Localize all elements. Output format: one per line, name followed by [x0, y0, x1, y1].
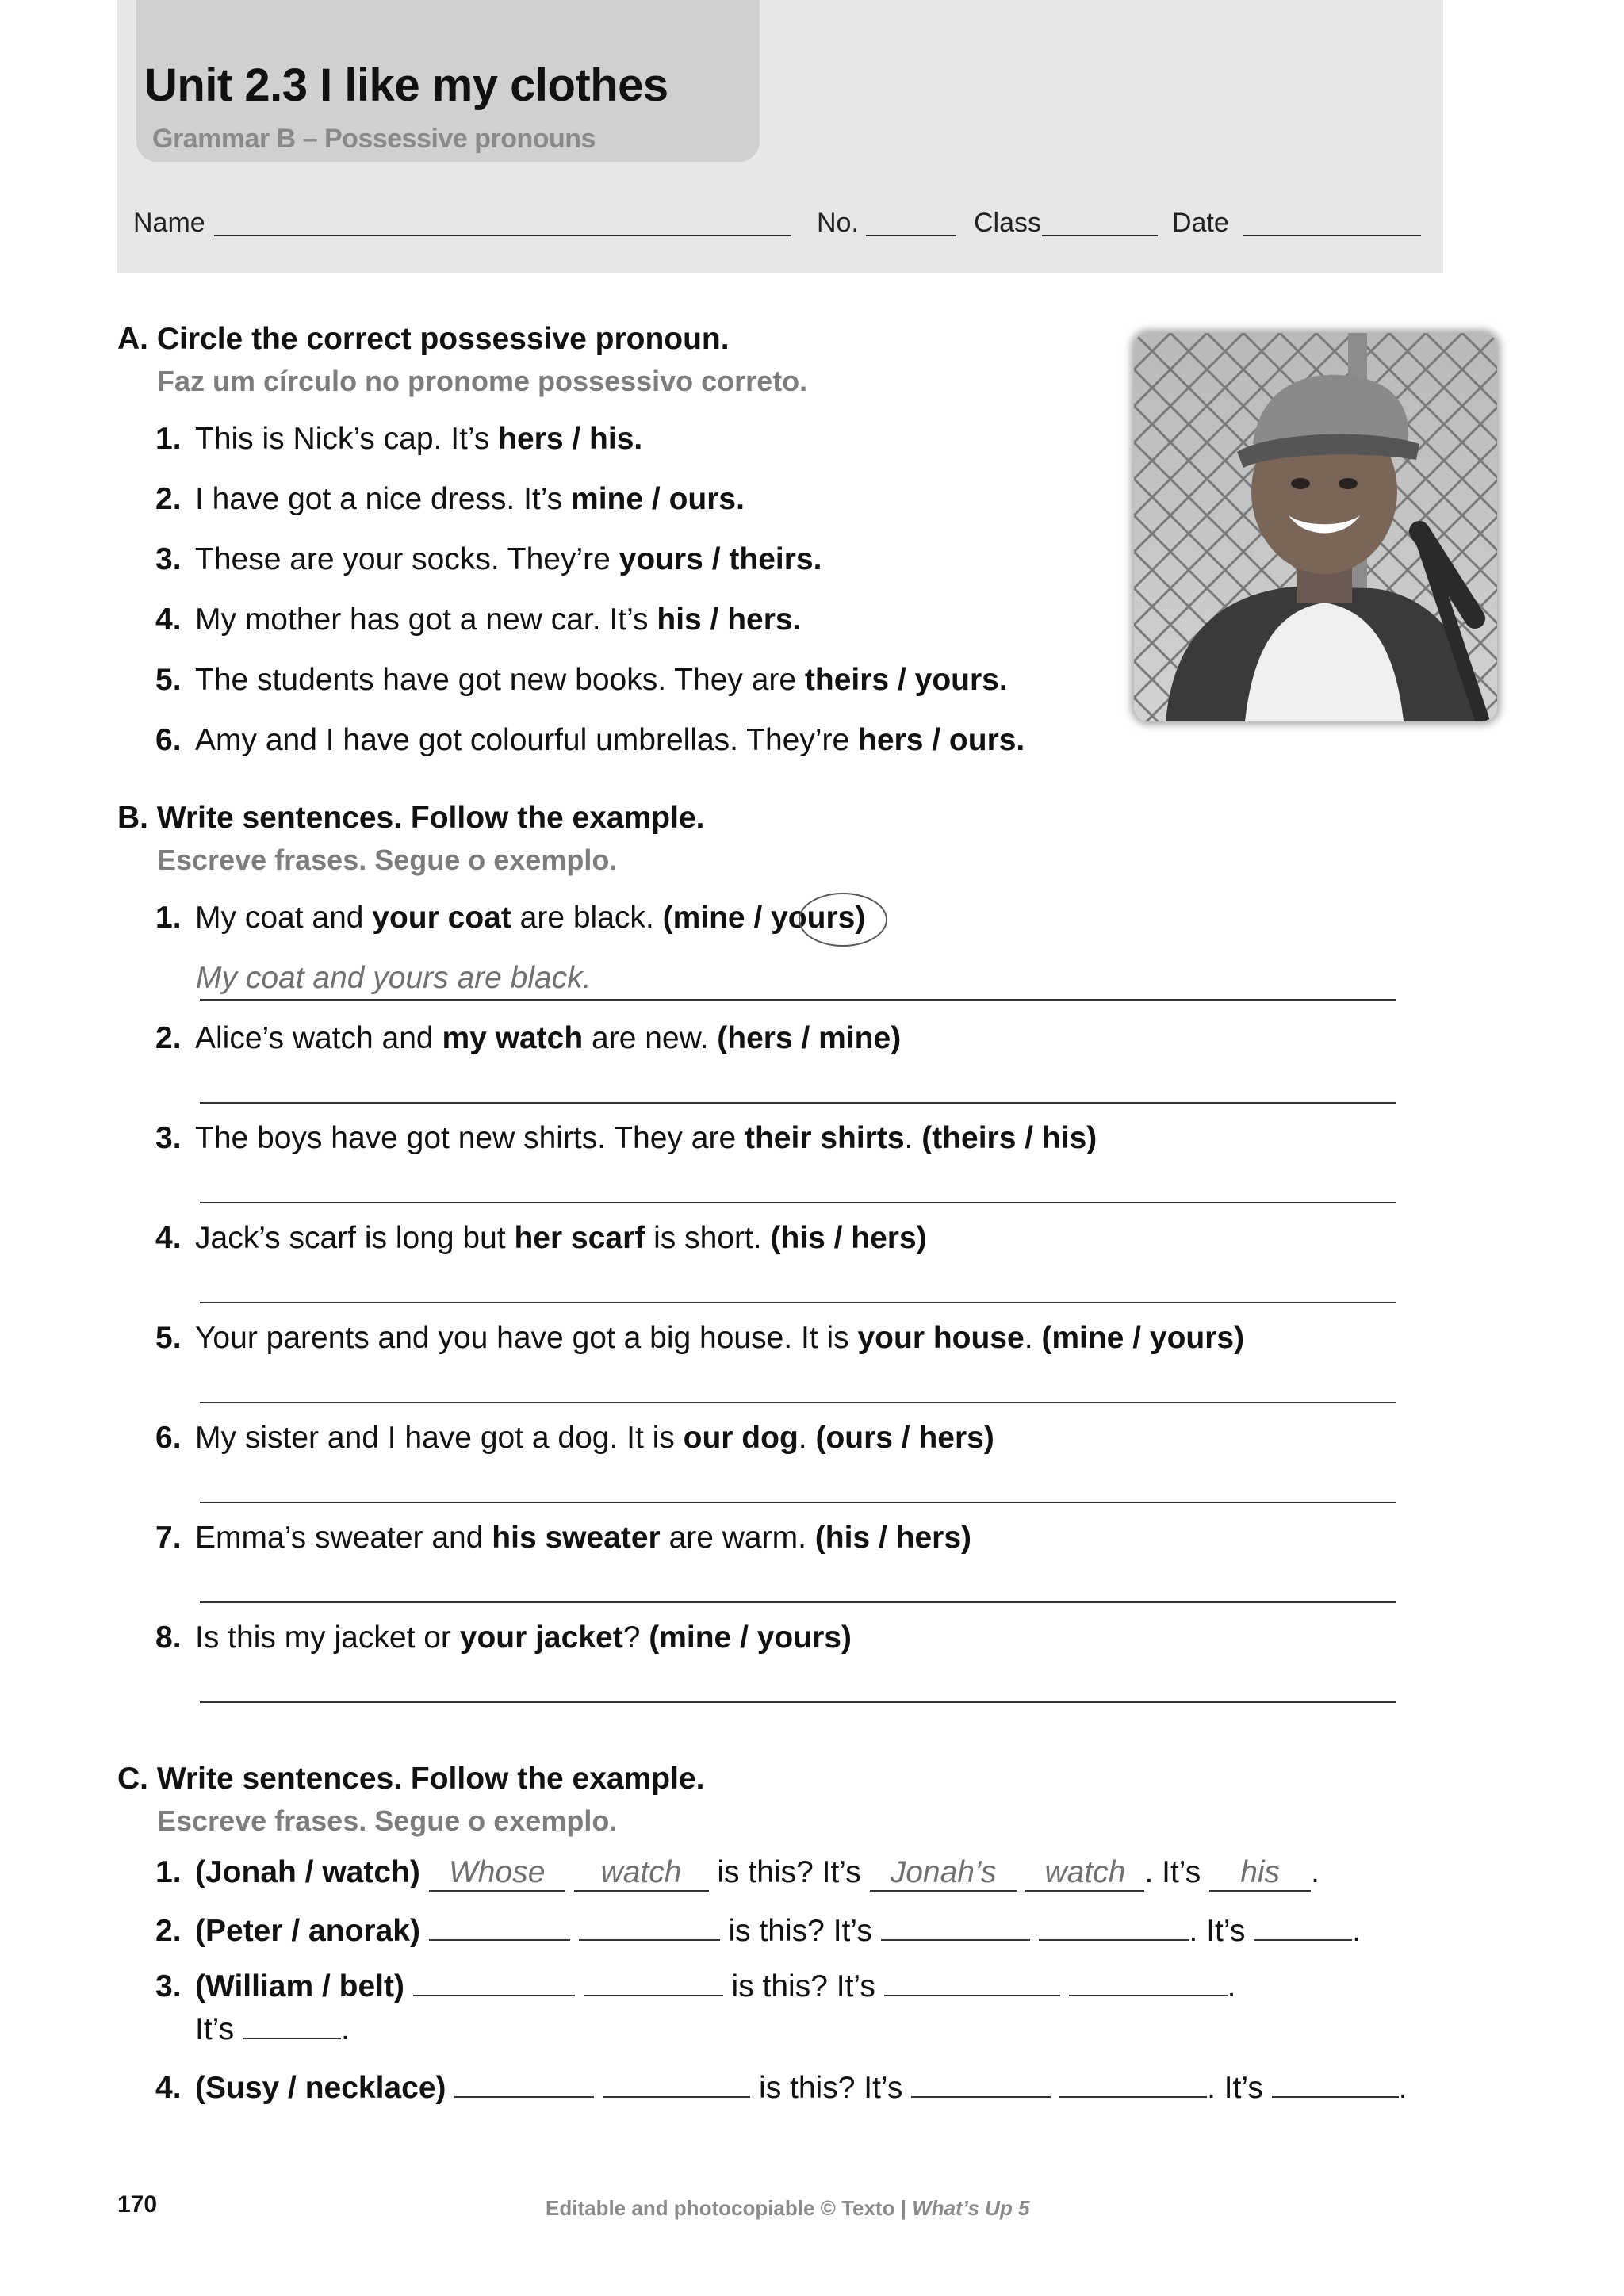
date-label: Date — [1172, 208, 1229, 238]
page-title: Unit 2.3 I like my clothes — [144, 59, 668, 111]
name-field[interactable] — [214, 235, 791, 236]
item-number: 3. — [155, 1121, 182, 1155]
item-text: Emma’s sweater and — [195, 1521, 492, 1555]
number-field[interactable] — [866, 235, 956, 236]
choice-options[interactable]: yours / theirs. — [619, 542, 822, 576]
choice-options[interactable]: (ours / hers) — [815, 1421, 994, 1455]
example-answer: My coat and yours are black. — [196, 961, 592, 995]
item-number: 6. — [155, 723, 182, 757]
item-text-end: . — [1024, 1321, 1042, 1355]
choice-options[interactable]: (hers / mine) — [717, 1021, 902, 1055]
choice-options[interactable]: hers / his. — [498, 422, 643, 456]
section-b-item-2 — [155, 1021, 901, 1056]
answer-line-7[interactable] — [200, 1601, 1396, 1603]
section-a-subtitle: Faz um círculo no pronome possessivo correto. — [157, 365, 808, 397]
is-this-text: is this? — [731, 1969, 828, 2003]
class-field[interactable] — [1042, 235, 1158, 236]
item-prompt: (Peter / anorak) — [195, 1914, 420, 1948]
item-bold-phrase: their shirts — [744, 1121, 905, 1155]
answer-line-4[interactable] — [200, 1302, 1396, 1303]
item-bold-phrase: my watch — [442, 1021, 584, 1055]
section-c-item-3-cont — [195, 2011, 350, 2047]
section-b-subtitle: Escreve frases. Segue o exemplo. — [157, 844, 618, 876]
item-number: 4. — [155, 603, 182, 637]
section-a-item-2 — [155, 482, 745, 517]
answer-owner[interactable]: Jonah’s — [870, 1855, 1017, 1892]
section-a-title: A. Circle the correct possessive pronoun. — [117, 322, 730, 356]
period: . — [1207, 2071, 1216, 2105]
section-b-item-8 — [155, 1621, 852, 1655]
is-this-text: is this? — [717, 1855, 814, 1889]
section-c-item-4 — [155, 2069, 1408, 2106]
item-bold-phrase: his sweater — [492, 1521, 661, 1555]
choice-options[interactable]: theirs / yours. — [804, 663, 1008, 697]
answer-pronoun[interactable]: his — [1209, 1855, 1311, 1892]
its-text: It’s — [833, 1914, 872, 1948]
page-number: 170 — [117, 2191, 158, 2218]
section-a-item-1 — [155, 422, 642, 457]
item-text: Is this my jacket or — [195, 1621, 460, 1655]
item-number: 4. — [155, 1221, 182, 1255]
period: . — [1227, 1969, 1236, 2003]
item-number: 2. — [155, 1021, 182, 1055]
its-text: It’s — [1224, 2071, 1263, 2105]
answer-blank[interactable] — [911, 2069, 1051, 2098]
item-text-end: are black. — [511, 901, 663, 935]
item-number: 1. — [155, 422, 182, 456]
item-text-end: . — [798, 1421, 816, 1455]
item-text: My mother has got a new car. It’s — [195, 603, 657, 637]
answer-blank[interactable] — [603, 2069, 750, 2098]
item-text: These are your socks. They’re — [195, 542, 619, 576]
section-b-item-7 — [155, 1521, 971, 1556]
item-number: 5. — [155, 663, 182, 697]
answer-noun-2[interactable]: watch — [1025, 1855, 1144, 1892]
number-label: No. — [817, 208, 859, 238]
choice-options[interactable]: (his / hers) — [770, 1221, 927, 1255]
item-number: 6. — [155, 1421, 182, 1455]
answer-blank[interactable] — [1069, 1968, 1228, 1996]
item-text-end: are warm. — [660, 1521, 815, 1555]
answer-line-6[interactable] — [200, 1502, 1396, 1503]
section-a-item-4 — [155, 603, 801, 637]
answer-line-1[interactable] — [200, 999, 1396, 1001]
section-c-subtitle: Escreve frases. Segue o exemplo. — [157, 1804, 618, 1837]
choice-options[interactable]: (mine / yours) — [649, 1621, 852, 1655]
item-text-end: are new. — [583, 1021, 718, 1055]
answer-noun[interactable]: watch — [574, 1855, 709, 1892]
item-number: 1. — [155, 901, 182, 935]
item-number: 4. — [155, 2071, 182, 2105]
answer-line-8[interactable] — [200, 1701, 1396, 1703]
choice-options[interactable]: (theirs / his) — [921, 1121, 1097, 1155]
answer-line-2[interactable] — [200, 1102, 1396, 1104]
item-number: 2. — [155, 482, 182, 516]
date-field[interactable] — [1243, 235, 1421, 236]
section-c-item-1 — [155, 1855, 1320, 1892]
answer-blank[interactable] — [1059, 2069, 1207, 2098]
answer-blank[interactable] — [584, 1968, 723, 1996]
choice-options[interactable]: (mine / yours) — [1041, 1321, 1245, 1355]
is-this-text: is this? — [759, 2071, 856, 2105]
item-text: Jack’s scarf is long but — [195, 1221, 515, 1255]
item-text: This is Nick’s cap. It’s — [195, 422, 499, 456]
section-b-item-4 — [155, 1221, 927, 1256]
section-c-item-2 — [155, 1912, 1361, 1949]
copyright-text: Editable and photocopiable © Texto | — [546, 2196, 913, 2220]
its-text: It’s — [1206, 1914, 1246, 1948]
its-text: It’s — [836, 1969, 875, 2003]
item-text-end: is short. — [645, 1221, 771, 1255]
choice-options[interactable]: mine / ours. — [571, 482, 745, 516]
item-bold-phrase: your coat — [372, 901, 511, 935]
item-text: The students have got new books. They are — [195, 663, 805, 697]
boy-photo-graphic — [1134, 333, 1497, 721]
is-this-text: is this? — [728, 1914, 825, 1948]
answer-blank[interactable] — [1039, 1912, 1189, 1941]
answer-blank[interactable] — [429, 1912, 570, 1941]
item-text-end: ? — [622, 1621, 649, 1655]
item-text: The boys have got new shirts. They are — [195, 1121, 745, 1155]
choice-options[interactable]: hers / ours. — [858, 723, 1025, 757]
item-text: My sister and I have got a dog. It is — [195, 1421, 684, 1455]
answer-blank[interactable] — [1272, 2069, 1399, 2098]
item-bold-phrase: our dog — [683, 1421, 799, 1455]
section-b-item-1 — [155, 901, 865, 936]
section-a-item-6 — [155, 723, 1025, 758]
answer-blank[interactable] — [1254, 1912, 1352, 1941]
section-b-item-6 — [155, 1421, 994, 1456]
boy-photo — [1134, 333, 1497, 721]
name-label: Name — [133, 208, 205, 238]
its-text: It’s — [195, 2012, 235, 2046]
item-prompt: (William / belt) — [195, 1969, 404, 2003]
section-b-item-3 — [155, 1121, 1097, 1156]
answer-blank[interactable] — [881, 1912, 1030, 1941]
item-bold-phrase: your house — [857, 1321, 1025, 1355]
period: . — [1311, 1855, 1320, 1889]
item-number: 3. — [155, 542, 182, 576]
choice-options[interactable]: (mine / yours) — [662, 901, 866, 935]
answer-line-3[interactable] — [200, 1202, 1396, 1203]
item-text: I have got a nice dress. It’s — [195, 482, 572, 516]
answer-blank[interactable] — [579, 1912, 720, 1941]
item-number: 7. — [155, 1521, 182, 1555]
its-text: It’s — [1162, 1855, 1201, 1889]
example-circle-mark — [799, 893, 887, 947]
section-c-item-3 — [155, 1968, 1235, 2004]
section-b-title: B. Write sentences. Follow the example. — [117, 801, 705, 835]
section-c-title: C. Write sentences. Follow the example. — [117, 1762, 705, 1796]
item-text: Alice’s watch and — [195, 1021, 442, 1055]
its-text: It’s — [822, 1855, 861, 1889]
item-text: My coat and — [195, 901, 373, 935]
page-subtitle: Grammar B – Possessive pronouns — [152, 124, 596, 154]
answer-blank[interactable] — [884, 1968, 1060, 1996]
period: . — [340, 2012, 350, 2046]
item-prompt: (Susy / necklace) — [195, 2071, 446, 2105]
class-label: Class — [974, 208, 1042, 238]
choice-options[interactable]: his / hers. — [657, 603, 802, 637]
section-b-item-5 — [155, 1321, 1244, 1356]
item-number: 5. — [155, 1321, 182, 1355]
item-bold-phrase: her scarf — [514, 1221, 645, 1255]
choice-options[interactable]: (his / hers) — [814, 1521, 971, 1555]
period: . — [1398, 2071, 1408, 2105]
answer-whose[interactable]: Whose — [429, 1855, 565, 1892]
item-text: Your parents and you have got a big house. It is — [195, 1321, 858, 1355]
item-number: 3. — [155, 1969, 182, 2003]
its-text: It’s — [864, 2071, 903, 2105]
section-a-item-3 — [155, 542, 822, 577]
item-text: Amy and I have got colourful umbrellas. They’re — [195, 723, 859, 757]
section-a-item-5 — [155, 663, 1008, 698]
period: . — [1352, 1914, 1362, 1948]
item-number: 2. — [155, 1914, 182, 1948]
answer-blank[interactable] — [454, 2069, 594, 2098]
period: . — [1189, 1914, 1198, 1948]
item-text-end: . — [904, 1121, 922, 1155]
item-number: 1. — [155, 1855, 182, 1889]
answer-blank[interactable] — [243, 2011, 341, 2039]
item-bold-phrase: your jacket — [459, 1621, 623, 1655]
answer-line-5[interactable] — [200, 1402, 1396, 1403]
answer-blank[interactable] — [413, 1968, 575, 1996]
period: . — [1144, 1855, 1154, 1889]
item-prompt: (Jonah / watch) — [195, 1855, 420, 1889]
book-title: What’s Up 5 — [912, 2196, 1030, 2220]
copyright-footer — [546, 2196, 1030, 2221]
item-number: 8. — [155, 1621, 182, 1655]
